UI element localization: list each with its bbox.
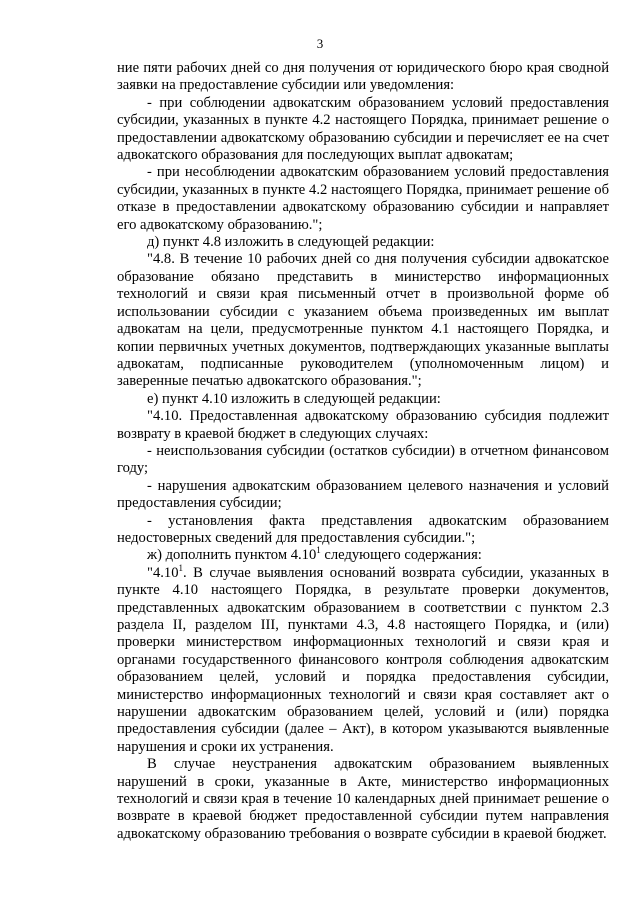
paragraph: - неиспользования субсидии (остатков субсидии) в отчетном финансовом году; [117,442,609,477]
paragraph: "4.10. Предоставленная адвокатскому образованию субсидия подлежит возврату в краевой бюджет в следующих случаях: [117,408,609,442]
supplement-text: . В случае выявления оснований возврата субсидии, указанных в пункте 4.10 настоящего Порядка, в результате проверки документов, представленных адвокатским образованием в соответствии с пунктом 2.3 раздела II, разделом III, пунктами 4.3, 4.8 настоящего Порядка, и (или) проверки министерством информационных технологий и связи края и органами государственного финансового контроля соблюдения адвокатским образованием целей, условий и порядка предоставления субсидии, министерство информационных технологий и связи края составляет акт о нарушении адвокатским образованием целей, условий и (или) порядка предоставления субсидии (далее – Акт), в котором указываются выявленные нарушения и сроки их устранения. [117,564,609,755]
supplement-heading-text: ж) дополнить пунктом 4.10 [147,547,317,564]
paragraph: ние пяти рабочих дней со дня получения от юридического бюро края сводной заявки на предоставление субсидии или уведомления: [117,60,609,94]
superscript: 1 [316,545,321,556]
superscript: 1 [178,562,183,573]
supplement-paragraph [117,562,609,756]
supplement-number: "4.10 [147,564,179,581]
document-body [117,60,609,843]
page-number: 3 [316,36,324,51]
paragraph: - установления факта представления адвокатским образованием недостоверных сведений для предоставления субсидии."; [117,512,609,546]
final-paragraph: В случае неустранения адвокатским образованием выявленных нарушений в сроки, указанные в Акте, министерство информационных технологий и связи края в течение 10 календарных дней принимает решение о возврате в краевой бюджет предоставленной субсидии путем направления адвокатскому образованию требования о возврате субсидии в краевой бюджет. [117,756,609,842]
supplement-heading [117,547,609,564]
paragraph: е) пункт 4.10 изложить в следующей редакции: [147,390,441,407]
paragraph: - при несоблюдении адвокатским образованием условий предоставления субсидии, указанных в пункте 4.2 настоящего Порядка, принимает решение об отказе в предоставлении адвокатскому образованию субсидии и направляет его адвокатскому образованию."; [117,164,609,233]
paragraph: "4.8. В течение 10 рабочих дней со дня получения субсидии адвокатское образование обязано представить в министерство информационных технологий и связи края письменный отчет в произвольной форме об использовании субсидии с указанием объема произведенных им выплат адвокатам на цели, предусмотренные пунктом 4.1 настоящего Порядка, и копии первичных учетных документов, подтверждающих указанные выплаты адвокатам, подписанные руководителем (уполномоченным лицом) и заверенные печатью адвокатского образования."; [117,251,609,390]
paragraph: д) пункт 4.8 изложить в следующей редакции: [147,234,435,251]
paragraph: - нарушения адвокатским образованием целевого назначения и условий предоставления субсидии; [117,477,609,512]
supplement-heading-tail: следующего содержания: [320,547,482,564]
paragraph: - при соблюдении адвокатским образованием условий предоставления субсидии, указанных в пункте 4.2 настоящего Порядка, принимает решение о предоставлении адвокатскому образованию субсидии и перечисляет ее на счет адвокатского образования для последующих выплат адвокатам; [117,94,609,164]
